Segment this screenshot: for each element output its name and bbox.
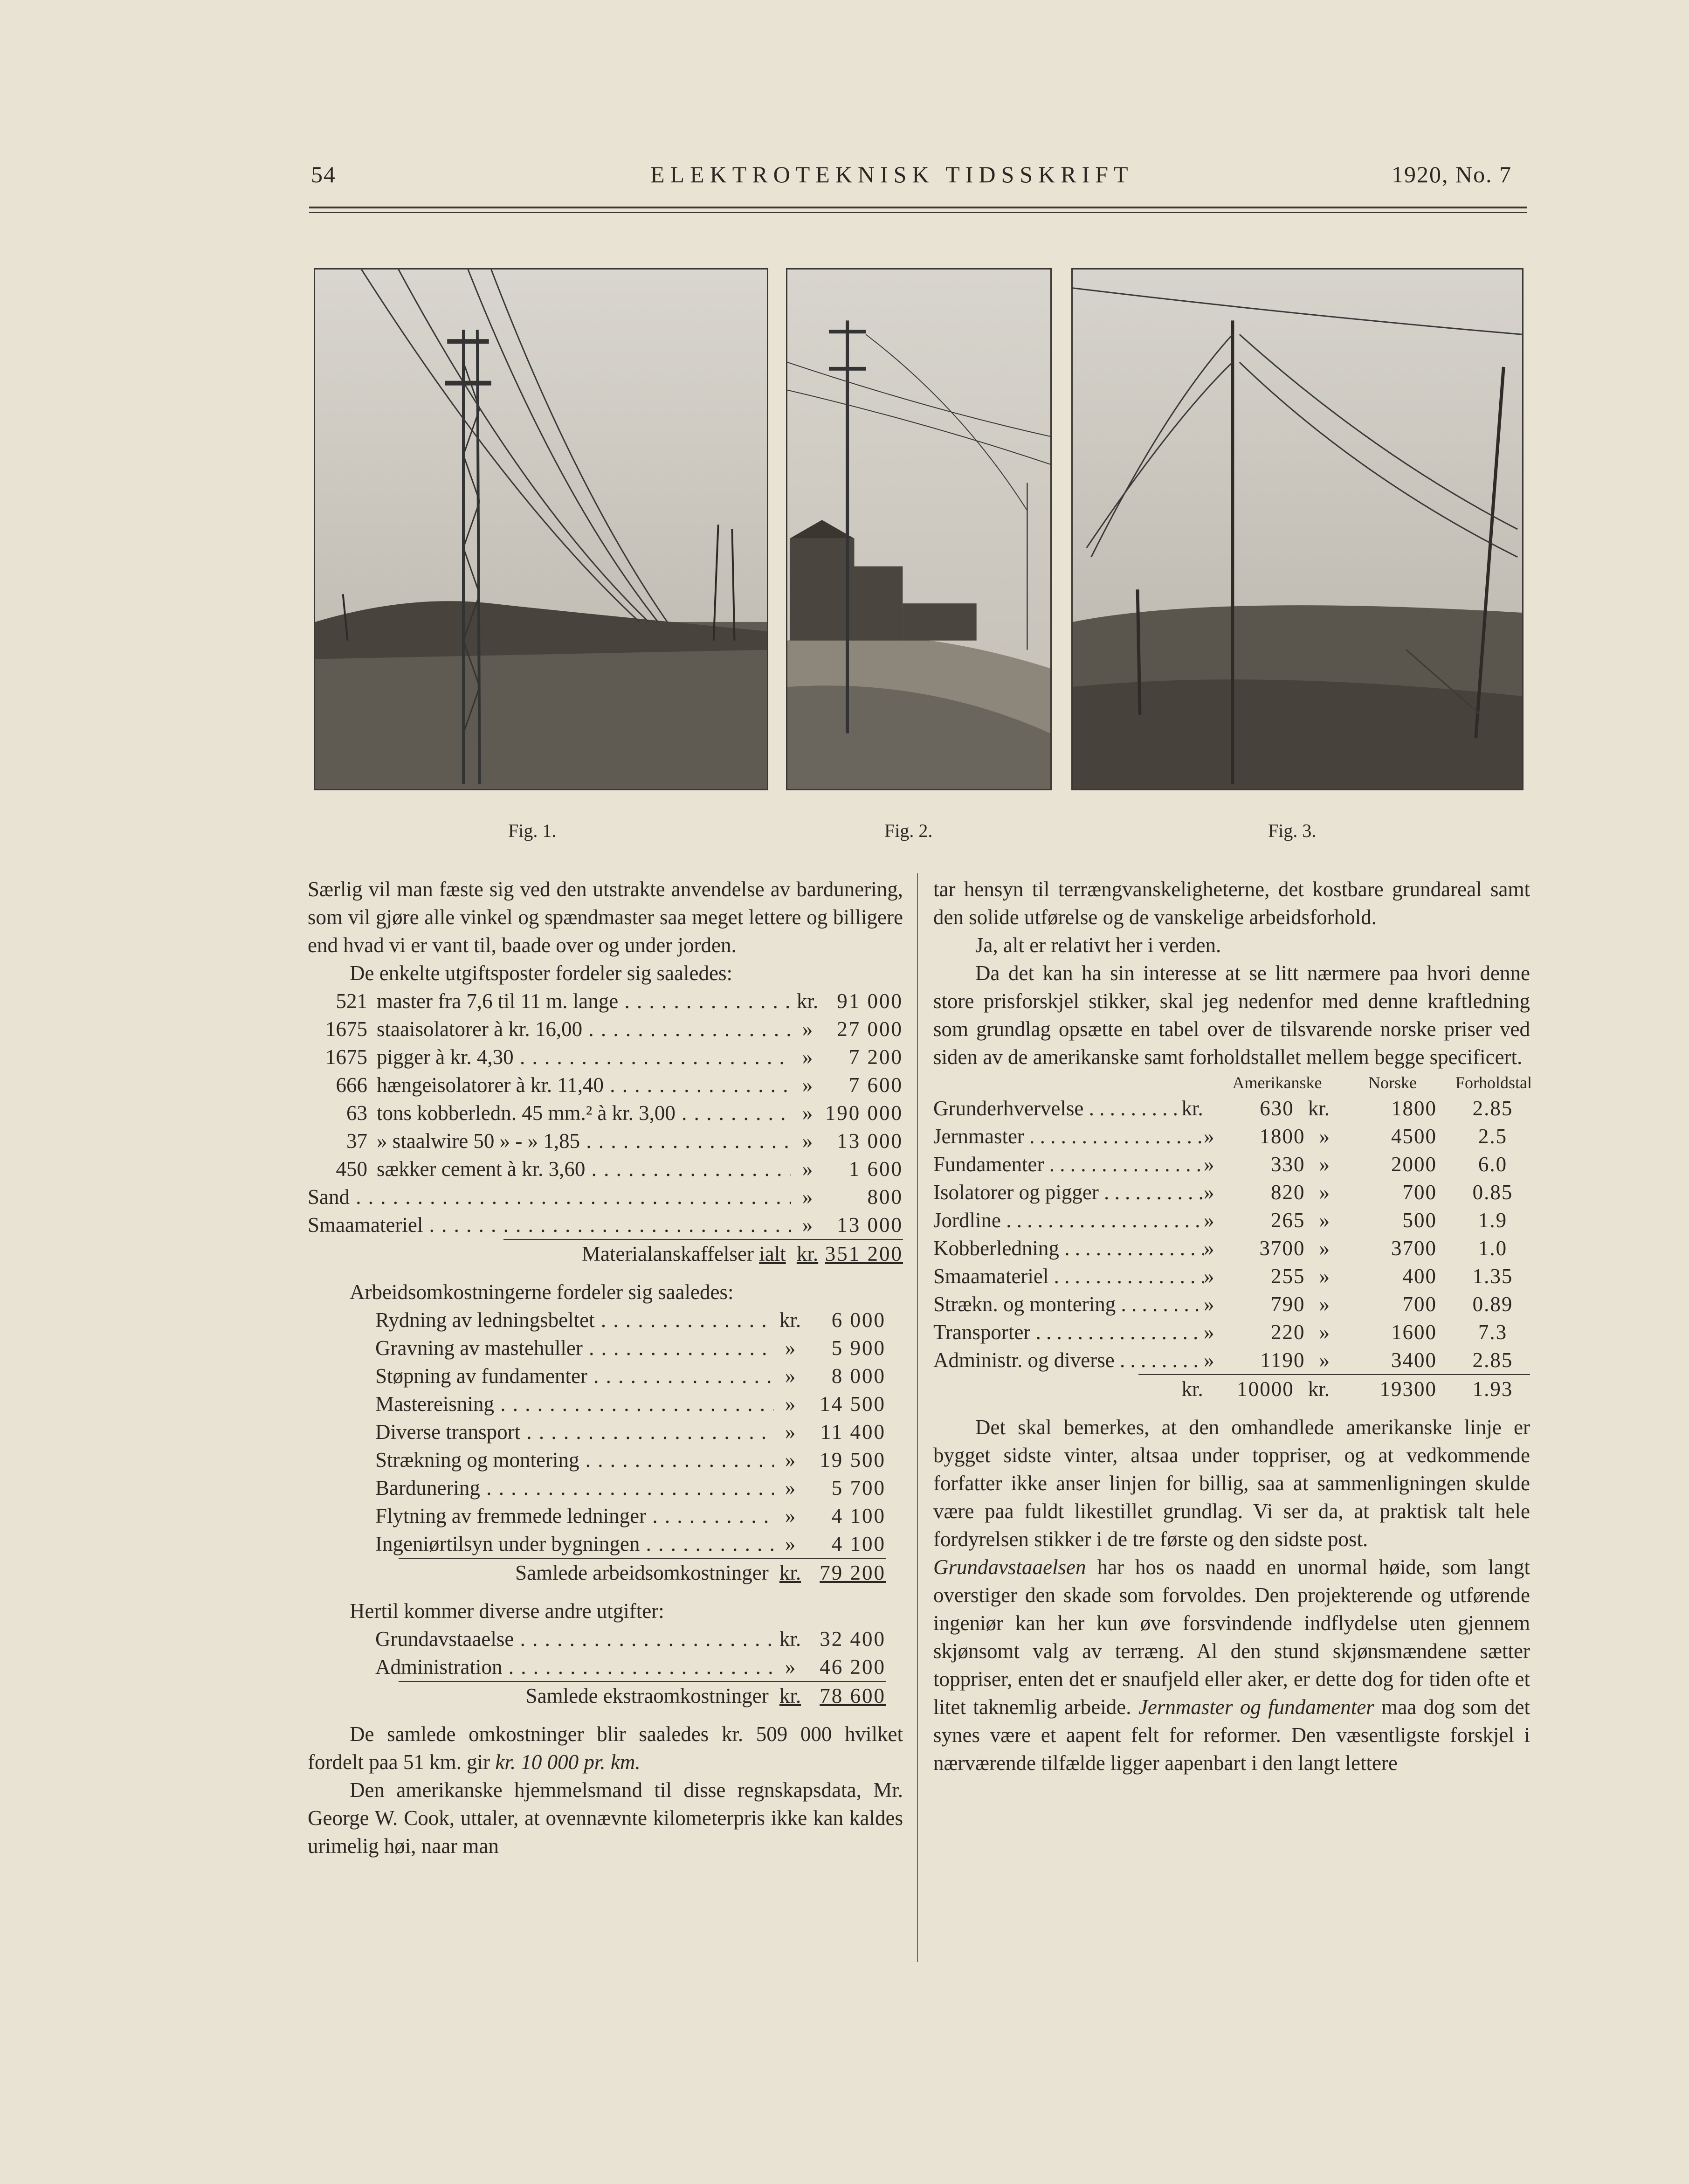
materials-total-row [503,1239,903,1268]
table-row: Kobberledning . . . » 3700 » 3700 1.0 [933,1234,1530,1262]
table-row: Strækn. og montering . . . » 790 » 700 0.89 [933,1290,1530,1318]
table-row: Ingeniørtilsyn under bygningen . . . » 4 100 [375,1530,886,1558]
page-number: 54 [311,161,336,187]
figure-3-photo [1071,268,1524,790]
materials-heading: De enkelte utgiftsposter fordeler sig saaledes: [350,961,732,985]
header-american: Amerikanske [1232,1073,1322,1092]
materials-total-amount: 351 200 [825,1242,903,1265]
table-row: Fundamenter . . . » 330 » 2000 6.0 [933,1150,1530,1178]
labor-total-label: Samlede arbeidsomkostninger [515,1561,769,1584]
table-row: Grunderhvervelse . . . kr. 630 kr. 1800 2.85 [933,1094,1530,1122]
table-row: Transporter . . . » 220 » 1600 7.3 [933,1318,1530,1346]
cook-paragraph: Den amerikanske hjemmelsmand til disse regnskapsdata, Mr. George W. Cook, uttaler, at ovennævnte kilometerpris ikke kan kaldes urimelig høi, naar man [308,1778,903,1858]
summary-paragraph: De samlede omkostninger blir saaledes kr. 509 000 hvilket fordelt paa 51 km. gir kr. 10 000 pr. km. [308,1722,903,1774]
comparison-header [933,1071,1530,1094]
table-row: Rydning av ledningsbeltet . . . kr. 6 000 [375,1306,886,1334]
table-row: Bardunering . . . » 5 700 [375,1474,886,1502]
journal-title: ELEKTROTEKNISK TIDSSKRIFT [650,161,1134,187]
relative-paragraph: Ja, alt er relativt her i verden. [975,933,1221,957]
extra-heading: Hertil kommer diverse andre utgifter: [350,1599,664,1623]
issue-label: 1920, No. 7 [1392,161,1512,187]
figure-1-caption: Fig. 1. [508,820,557,841]
figure-2-photo [786,268,1052,790]
per-km-price: kr. 10 000 pr. km. [495,1750,641,1774]
materials-total-unit: kr. [796,1242,819,1265]
header-rule [309,207,1527,208]
intro-paragraph: Særlig vil man fæste sig ved den utstrakte anvendelse av bardunering, som vil gjøre alle vinkel og spændmaster saa meget lettere og billigere end hvad vi er vant til, baade over og under jorden. [308,878,903,957]
figure-1-photo [314,268,768,790]
right-column [933,875,1530,1777]
figure-3-caption: Fig. 3. [1268,820,1317,841]
materials-total-label: Materialanskaffelser [582,1242,754,1265]
table-row: Flytning av fremmede ledninger . . . » 4 100 [375,1502,886,1530]
table-row: Gravning av mastehuller . . . » 5 900 [375,1334,886,1362]
labor-total-unit: kr. [779,1561,801,1584]
grundavstaaelse-paragraph: Grundavstaaelsen har hos os naadd en unormal høide, som langt overstiger den skade som forvoldes. Den projekterende og utførende ingeniør kan her kun øve forsvindende indflydelse uten gjennem skjønsomt valg av terræng. Al den stund skjønsmændene sætter toppriser, enten det er snaufjeld eller aker, er dette dog for tiden ofte et litet taknemlig arbeide. Jernmaster og fundamenter maa dog som det synes være et aapent felt for reformer. Den væsentligste forskjel i nærværende tilfælde ligger aapenbart i den langt lettere [933,1555,1530,1775]
table-row: Jordline . . . » 265 » 500 1.9 [933,1206,1530,1234]
extra-total-row [399,1681,886,1710]
table-row: Smaamateriel . . . » 13 000 [308,1211,903,1239]
left-column [308,875,903,1860]
extra-total-label: Samlede ekstraomkostninger [525,1684,769,1707]
table-row: 63 tons kobberledn. 45 mm.² à kr. 3,00 . . . » 190 000 [308,1099,903,1127]
extra-table [375,1625,886,1710]
materials-table [308,987,903,1268]
table-row: Grundavstaaelse . . . kr. 32 400 [375,1625,886,1653]
continuation-paragraph: tar hensyn til terrængvanskeligheterne, det kostbare grundareal samt den solide utførelse og de vanskelige arbeidsforhold. [933,878,1530,929]
table-row: 521 master fra 7,6 til 11 m. lange . . . kr. 91 000 [308,987,903,1015]
column-divider [917,873,918,1962]
table-intro-paragraph: Da det kan ha sin interesse at se litt nærmere paa hvori denne store prisforskjel stikker, skal jeg nedenfor med denne kraftledning som grundlag opsætte en tabel over de tilsvarende norske priser ved siden av de amerikanske samt forholdstallet mellem begge specificert. [933,961,1530,1069]
comparison-table [933,1071,1530,1403]
materials-total-ialt: ialt [759,1242,786,1265]
table-row: Støpning av fundamenter . . . » 8 000 [375,1362,886,1390]
table-row: Strækning og montering . . . » 19 500 [375,1446,886,1474]
table-row: Isolatorer og pigger . . . » 820 » 700 0.85 [933,1178,1530,1206]
table-row: 1675 pigger à kr. 4,30 . . . » 7 200 [308,1043,903,1071]
labor-heading: Arbeidsomkostningerne fordeler sig saaledes: [350,1280,734,1304]
labor-total-row [399,1558,886,1587]
figure-2-caption: Fig. 2. [884,820,933,841]
remark-paragraph: Det skal bemerkes, at den omhandlede amerikanske linje er bygget sidste vinter, altsaa under toppriser, og at vedkommende forfatter ikke anser linjen for billig, saa at sammenligningen skulde være paa fuldt likestillet grundlag. Vi ser da, at praktisk talt hele fordyrelsen stikker i de tre første og den sidste post. [933,1416,1530,1551]
header-ratio: Forholdstal [1455,1073,1532,1092]
table-row: Mastereisning . . . » 14 500 [375,1390,886,1418]
table-row: Smaamateriel . . . » 255 » 400 1.35 [933,1262,1530,1290]
table-row: Administration . . . » 46 200 [375,1653,886,1681]
header-norwegian: Norske [1368,1073,1417,1092]
table-row: 450 sækker cement à kr. 3,60 . . . » 1 600 [308,1155,903,1183]
labor-total-amount: 79 200 [820,1561,886,1584]
table-row: 37 » staalwire 50 » - » 1,85 . . . » 13 000 [308,1127,903,1155]
table-row: Sand . . . » 800 [308,1183,903,1211]
header-rule-thin [309,212,1527,213]
extra-total-unit: kr. [779,1684,801,1707]
comparison-total-row: kr. 10000 kr. 19300 1.93 [1138,1374,1530,1403]
table-row: 1675 staaisolatorer à kr. 16,00 . . . » 27 000 [308,1015,903,1043]
table-row: Jernmaster . . . » 1800 » 4500 2.5 [933,1122,1530,1150]
table-row: Administr. og diverse . . . » 1190 » 3400 2.85 [933,1346,1530,1374]
labor-table [375,1306,886,1587]
table-row: 666 hængeisolatorer à kr. 11,40 . . . » 7 600 [308,1071,903,1099]
extra-total-amount: 78 600 [820,1684,886,1707]
table-row: Diverse transport . . . » 11 400 [375,1418,886,1446]
